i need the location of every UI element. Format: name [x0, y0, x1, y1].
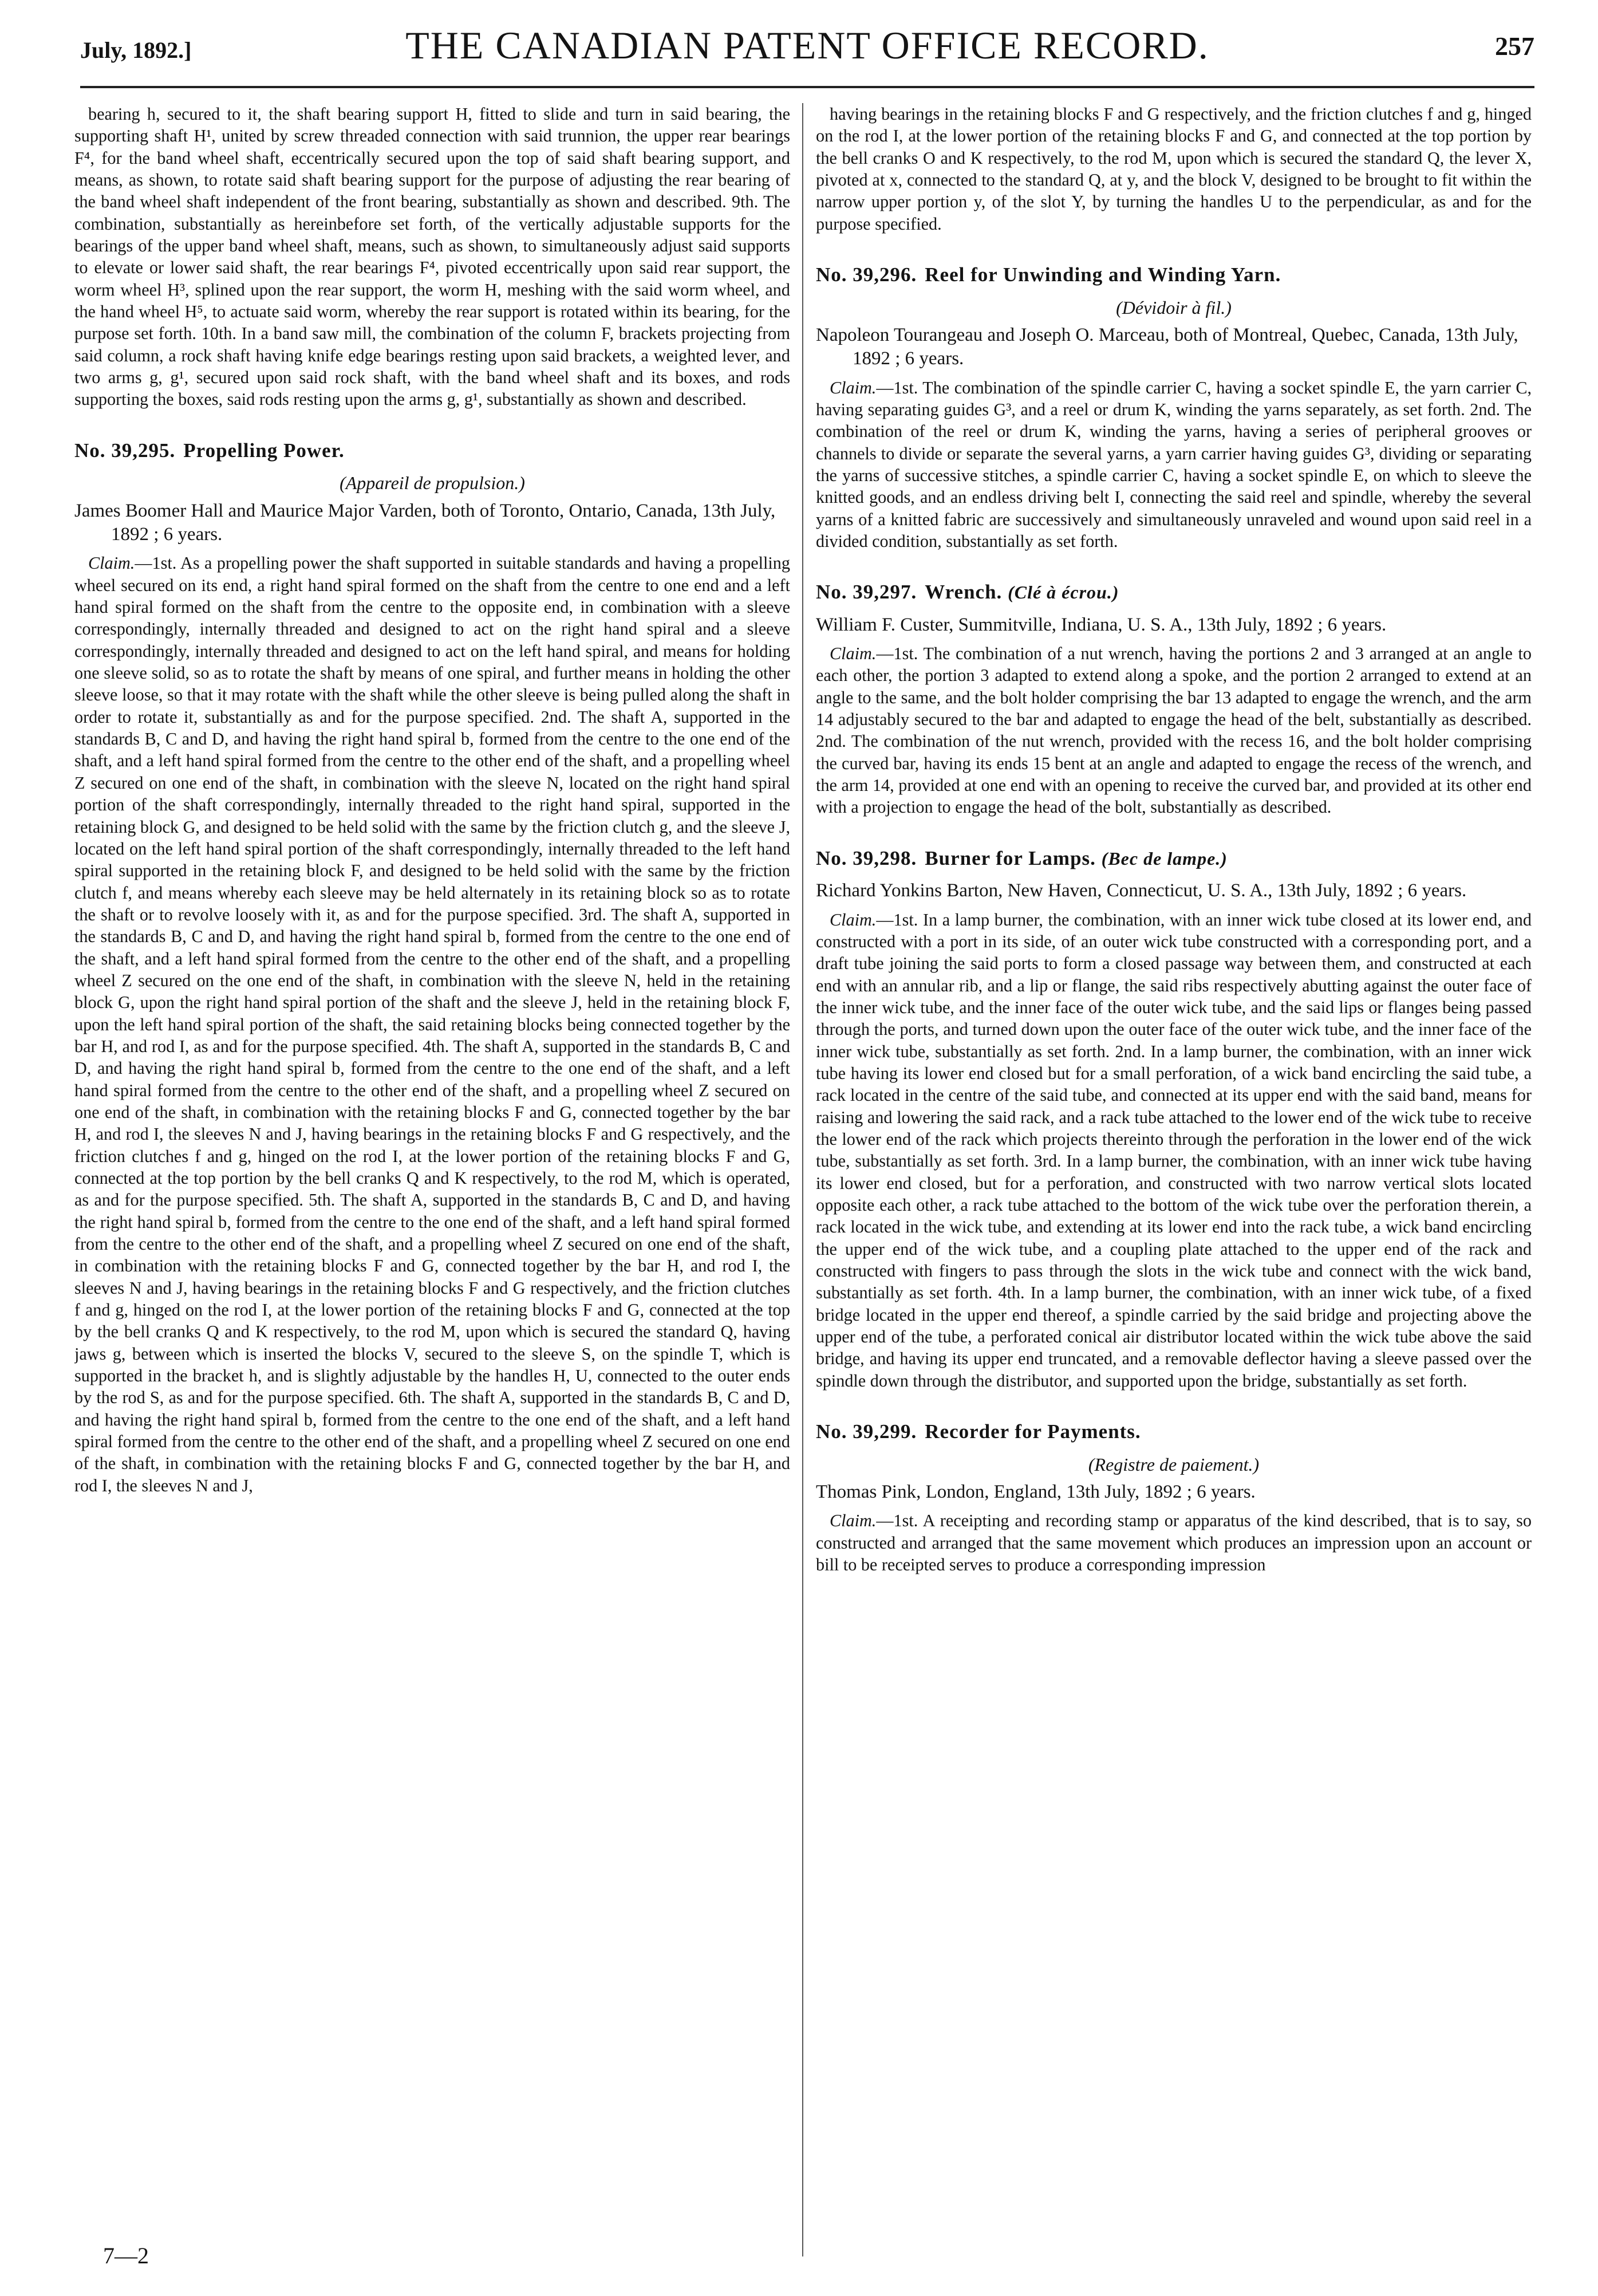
patent-title: Propelling Power.	[183, 439, 345, 462]
patentee-line: James Boomer Hall and Maurice Major Varden, both of Toronto, Ontario, Canada, 13th July, 1892 ; 6 years.	[74, 500, 776, 545]
header-rule	[80, 86, 1534, 88]
claim-label: Claim.	[830, 377, 877, 397]
patentee-line: Richard Yonkins Barton, New Haven, Connecticut, U. S. A., 13th July, 1892 ; 6 years.	[816, 880, 1467, 901]
patent-french-title: (Dévidoir à fil.)	[1116, 297, 1232, 318]
signature-mark: 7—2	[103, 2243, 149, 2269]
running-head	[80, 23, 1534, 74]
patent-title: Recorder for Payments.	[925, 1420, 1141, 1443]
patent-title: Wrench.	[925, 581, 1003, 604]
patent-heading-39299	[816, 1419, 1532, 1444]
claim-text: —1st. The combination of the spindle carrier C, having a socket spindle E, the yarn carrier C, having separating guides G³, and a reel or drum K, winding the yarns separately, as set forth. 2nd. The combination of the reel or drum K, winding the yarns, having a series of peripheral grooves or channels to divide or separate the several yarns, a yarn carrier having guides G³, dividing or separating the yarns of successive stitches, a spindle carrier C, having a socket spindle E, on which to sleeve the knitted goods, and an endless driving belt I, connecting the said reel and spindle, whereby the several yarns of a knitted fabric are successively and simultaneously unraveled and wound upon said reel in a divided condition, substantially as set forth.	[816, 377, 1532, 552]
patent-claims	[816, 377, 1532, 553]
patent-french-title: (Clé à écrou.)	[1008, 582, 1119, 603]
claim-label: Claim.	[830, 1511, 877, 1531]
claim-text: —1st. The combination of a nut wrench, having the portions 2 and 3 arranged at an angle to each other, the portion 3 adapted to extend along a spoke, and the portion 2 arranged to extend at an angle to the same, and the bolt holder comprising the bar 13 adapted to engage the wrench, and the arm 14 adjustably secured to the bar and adapted to engage the head of the belt, substantially as described. 2nd. The combination of the nut wrench, provided with the recess 16, and the bolt holder comprising the curved bar, having its ends 15 bent at an angle and adapted to engage the recess of the wrench, and the arm 14, provided at one end with an opening to receive the curved bar, and provided at its other end with a projection to engage the head of the bolt, substantially as described.	[816, 644, 1532, 817]
patentee-line: Thomas Pink, London, England, 13th July, 1892 ; 6 years.	[816, 1482, 1256, 1503]
patent-heading-39296	[816, 262, 1532, 288]
patent-claims	[816, 909, 1532, 1392]
claim-label: Claim.	[830, 909, 877, 930]
left-column	[74, 103, 790, 2227]
patent-claims	[816, 643, 1532, 818]
patent-number: No. 39,295.	[74, 439, 176, 462]
patent-heading-39298	[816, 846, 1532, 871]
patent-french-title: (Appareil de propulsion.)	[340, 472, 525, 494]
patent-number: No. 39,296.	[816, 263, 917, 286]
right-column	[816, 103, 1532, 2227]
patent-french-title: (Bec de lampe.)	[1101, 848, 1228, 869]
patent-french-title: (Registre de paiement.)	[1088, 1454, 1260, 1475]
patent-claims	[74, 552, 790, 1496]
column-divider	[802, 103, 803, 2256]
patentee-line: Napoleon Tourangeau and Joseph O. Marceau, both of Montreal, Quebec, Canada, 13th July, 1892 ; 6 years.	[816, 325, 1518, 369]
patent-number: No. 39,298.	[816, 846, 917, 869]
patent-title: Burner for Lamps.	[925, 846, 1096, 869]
patentee-line: William F. Custer, Summitville, Indiana, U. S. A., 13th July, 1892 ; 6 years.	[816, 614, 1387, 635]
claim-text: —1st. A receipting and recording stamp or apparatus of the kind described, that is to say, so constructed and arranged that the same movement which produces an impression upon an account or bill to be receipted serves to produce a corresponding impression	[816, 1511, 1532, 1575]
patent-title: Reel for Unwinding and Winding Yarn.	[925, 263, 1281, 286]
continued-claim-text: having bearings in the retaining blocks F and G respectively, and the friction clutches f and g, hinged on the rod I, at the lower portion of the retaining blocks F and G, and connected at the top portion by the bell cranks O and K respectively, to the rod M, upon which is secured the standard Q, the lever X, pivoted at x, connected to the standard Q, at y, and the block V, designed to be brought to fit within the narrow upper portion y, of the slot Y, by turning the handles U to the perpendicular, as and for the purpose specified.	[816, 104, 1532, 234]
claim-label: Claim.	[88, 553, 135, 573]
claim-text: —1st. As a propelling power the shaft supported in suitable standards and having a propelling wheel secured on its end, a right hand spiral formed on the shaft from the centre to one end and a left hand spiral formed on the shaft from the centre to the opposite end, in combination with a sleeve correspondingly, internally threaded and designed to act on the right hand spiral and a sleeve correspondingly, internally threaded and designed to act on the left hand spiral, and means for holding one sleeve solid, so as to rotate the shaft by means of one spiral, and further means in holding the other sleeve loose, so that it may rotate with the shaft while the other sleeve is being pulled along the shaft in order to rotate it, substantially as and for the purpose specified. 2nd. The shaft A, supported in the standards B, C and D, and having the right hand spiral b, formed from the centre to the one end of the shaft, and a left hand spiral formed from the centre to the other end of the shaft, and a propelling wheel Z secured on one end of the shaft, in combination with the sleeve N, located on the right hand spiral portion of the shaft correspondingly, internally threaded to the right hand spiral, supported in the retaining block G, and designed to be held solid with the same by the friction clutch g, and the sleeve J, located on the left hand spiral portion of the shaft correspondingly, internally threaded to the left hand spiral supported in the retaining block F, and designed to be held solid with the same by the friction clutch f, and means whereby each sleeve may be held alternately in its retaining block so as to rotate the shaft or to revolve loosely with it, as and for the purpose specified. 3rd. The shaft A, supported in the standards B, C and D, and having the right hand spiral b, formed from the centre to the one end of the shaft, and a left hand spiral formed from the centre to the other end of the shaft, and a propelling wheel Z secured on the one end of the shaft, in combination with the sleeve N, held in the retaining block G, upon the right hand spiral portion of the shaft and the sleeve J, held in the retaining block F, upon the left hand spiral portion of the shaft, the said retaining blocks being connected together by the bar H, and rod I, as and for the purpose specified. 4th. The shaft A, supported in the standards B, C and D, and having the right hand spiral b, formed from the centre to the one end of the shaft, and a left hand spiral formed from the centre to the other end of the shaft, and a propelling wheel Z secured on one end of the shaft, in combination with the retaining blocks F and G, connected together by the bar H, and rod I, the sleeves N and J, having bearings in the retaining blocks F and G respectively, and the friction clutches f and g, hinged on the rod I, at the lower portion of the retaining blocks F and G, connected at the top portion by the bell cranks Q and K respectively, to the rod M, which is operated, as and for the purpose specified. 5th. The shaft A, supported in the standards B, C and D, and having the right hand spiral b, formed from the centre to the one end of the shaft, and a left hand spiral formed from the centre to the other end of the shaft, and a propelling wheel Z secured on one end of the shaft, in combination with the retaining blocks F and G, connected together by the bar H, and rod I, the sleeves N and J, having bearings in the retaining blocks F and G respectively, and the friction clutches f and g, hinged on the rod I, at the lower portion of the retaining blocks F and G, connected at the top by the bell cranks Q and K respectively, to the rod M, upon which is secured the standard Q, having jaws g, between which is inserted the blocks V, secured to the sleeve S, on the spindle T, which is supported in the bracket h, and is slightly adjustable by the handles H, U, connected to the outer ends by the rod S, as and for the purpose specified. 6th. The shaft A, supported in the standards B, C and D, and having the right hand spiral b, formed from the centre to the one end of the shaft, and a left hand spiral formed from the centre to the other end of the shaft, and a propelling wheel Z secured on one end of the shaft, in combination with the retaining blocks F and G, connected together by the bar H, and rod I, the sleeves N and J,	[74, 553, 790, 1495]
issue-date: July, 1892.]	[80, 37, 192, 63]
patent-heading-39295	[74, 438, 790, 463]
claim-text: —1st. In a lamp burner, the combination, with an inner wick tube closed at its lower end, and constructed with a port in its side, of an outer wick tube constructed with a corresponding port, and a draft tube joining the said ports to form a closed passage way between them, and constructed at each end with an annular rib, and a lip or flange, the said ribs respectively abutting against the outer face of the inner wick tube, and the inner face of the outer wick tube, and the said lips or flanges being passed through the ports, and turned down upon the outer face of the outer wick tube, and the inner face of the inner wick tube, substantially as set forth. 2nd. In a lamp burner, the combination, with an inner wick tube having its lower end closed but for a small perforation, of a wick band encircling the said tube, a rack located in the centre of the said tube, and connected at its upper end with the said band, means for raising and lowering the said rack, and a rack tube attached to the lower end of the wick tube to receive the lower end of the rack which projects thereinto through the perforation in the lower end of the wick tube, substantially as set forth. 3rd. In a lamp burner, the combination, with an inner wick tube having its lower end closed, but for a perforation, and constructed with two narrow vertical slots located opposite each other, a rack tube attached to the bottom of the wick tube over the perforation therein, a rack located in the wick tube, and extending at its lower end into the rack tube, a wick band encircling the upper end of the wick tube, and a coupling plate attached to the upper end of the rack and constructed with fingers to pass through the slots in the wick tube and connect with the wick band, substantially as set forth. 4th. In a lamp burner, the combination, with an inner wick tube, of a fixed bridge located in the upper end thereof, a spindle carried by the said bridge and projecting above the upper end of the tube, a perforated conical air distributor located within the wick tube above the said bridge, and having its upper end truncated, and a removable deflector having a sleeve passed over the spindle down through the distributor, and supported upon the bridge, substantially as set forth.	[816, 909, 1532, 1391]
journal-title: THE CANADIAN PATENT OFFICE RECORD.	[405, 23, 1209, 67]
patent-claims	[816, 1510, 1532, 1576]
patent-number: No. 39,299.	[816, 1420, 917, 1443]
page-number: 257	[1495, 31, 1534, 61]
claim-label: Claim.	[830, 644, 877, 664]
continued-claim-text: bearing h, secured to it, the shaft bearing support H, fitted to slide and turn in said bearing, the supporting shaft H¹, united by screw threaded connection with said trunnion, the upper rear bearings F⁴, for the band wheel shaft, eccentrically secured upon the top of said shaft bearing support, and means, as shown, to rotate said shaft bearing support for the purpose of adjusting the rear bearing of the band wheel shaft independent of the front bearing, substantially as shown and described. 9th. The combination, substantially as hereinbefore set forth, of the vertically adjustable supports for the bearings of the upper band wheel shaft, means, such as shown, to simultaneously adjust said supports to elevate or lower said shaft, the rear bearings F⁴, pivoted eccentrically upon said rear support, the worm wheel H³, splined upon the rear support, the worm H, meshing with the said worm wheel, and the hand wheel H⁵, to actuate said worm, whereby the rear support is rotated within its bearing, for the purpose set forth. 10th. In a band saw mill, the combination of the column F, brackets projecting from said column, a rock shaft having knife edge bearings resting upon said brackets, a weighted lever, and two arms g, g¹, secured upon said rock shaft, with the band wheel shaft and its boxes, and rods supporting the boxes, said rods resting upon the arms g, g¹, substantially as shown and described.	[74, 104, 790, 409]
patent-number: No. 39,297.	[816, 581, 917, 604]
patent-heading-39297	[816, 580, 1532, 605]
